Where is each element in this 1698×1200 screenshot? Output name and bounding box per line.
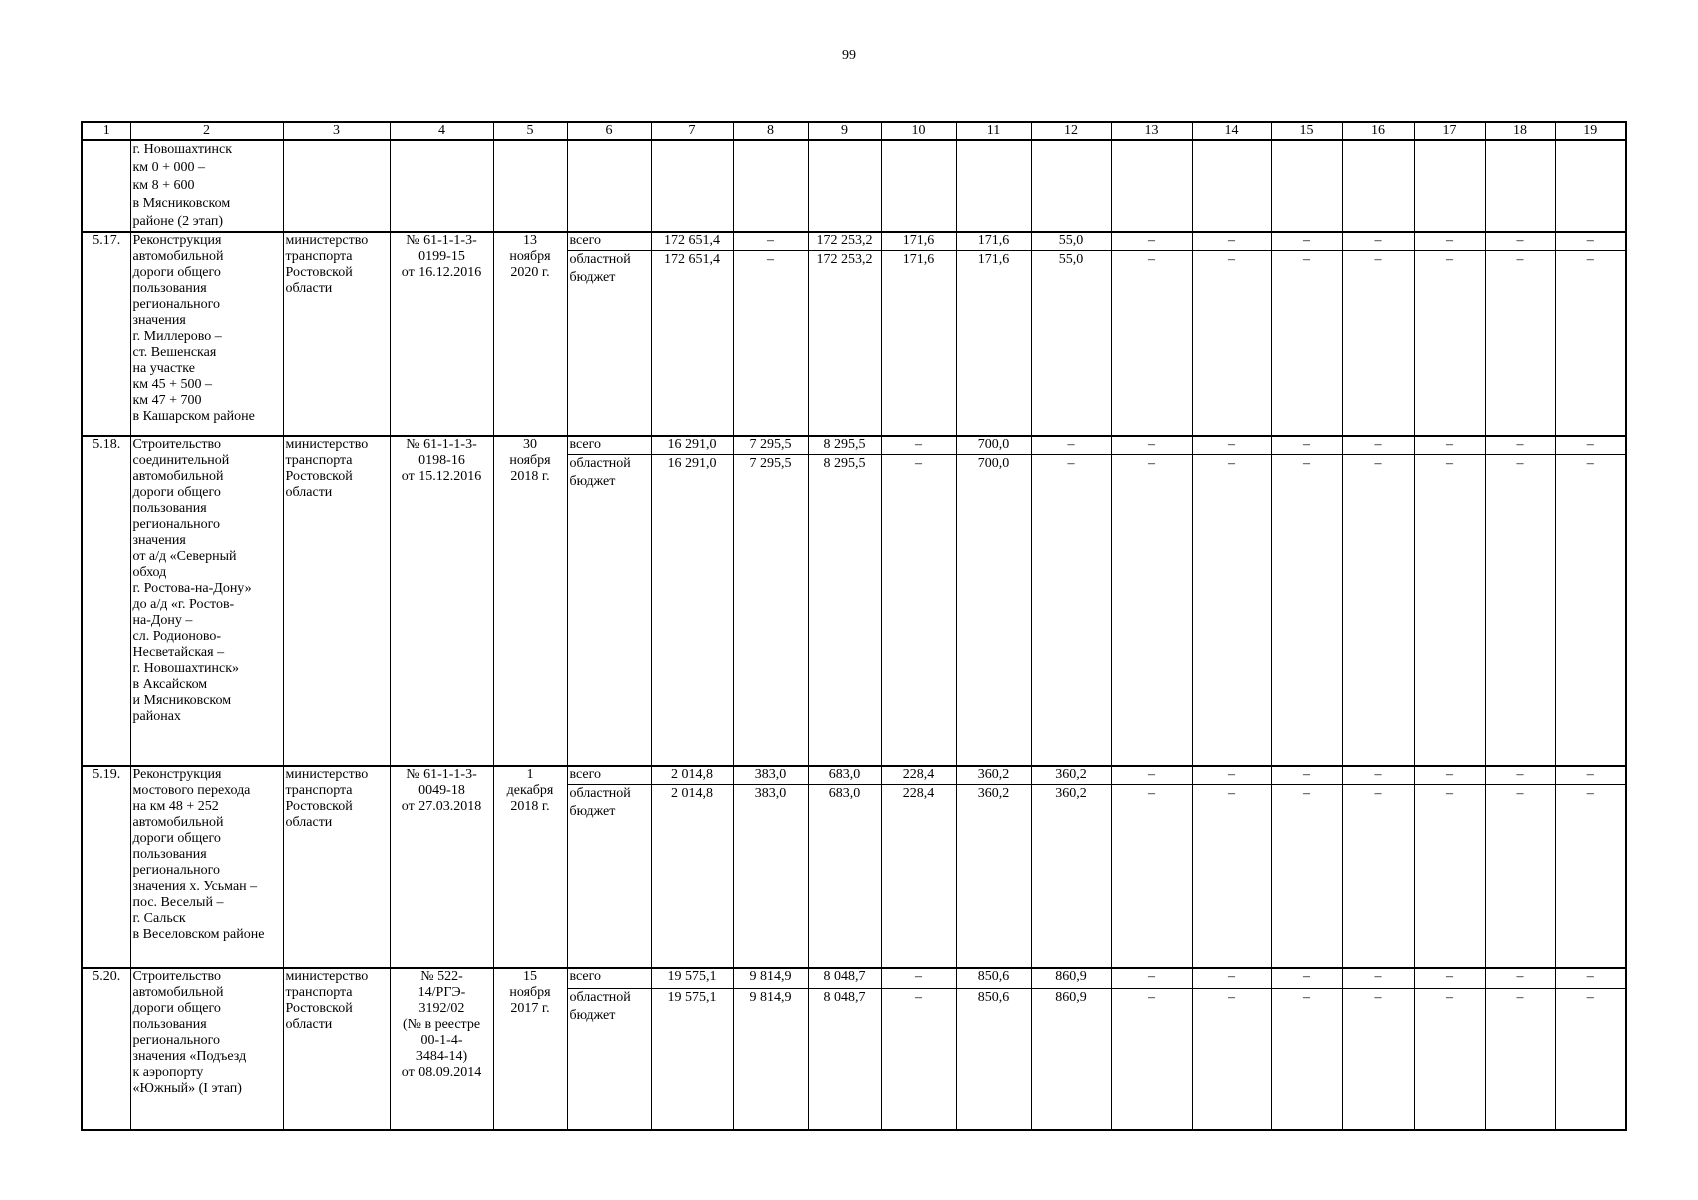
- value-cell: –: [1414, 968, 1485, 988]
- value-cell: –: [1342, 766, 1414, 784]
- column-header: 19: [1555, 122, 1626, 140]
- empty-cell: [493, 140, 567, 232]
- funding-source-cell: всего: [567, 968, 651, 988]
- value-cell: 171,6: [881, 232, 956, 250]
- continuation-row: [82, 140, 1626, 232]
- value-cell: –: [1555, 454, 1626, 766]
- value-cell: 360,2: [1031, 784, 1111, 968]
- table-row-total: [82, 766, 1626, 784]
- value-cell: –: [1031, 454, 1111, 766]
- value-cell: –: [1485, 988, 1555, 1130]
- value-cell: 850,6: [956, 988, 1031, 1130]
- value-cell: –: [1342, 250, 1414, 436]
- value-cell: 850,6: [956, 968, 1031, 988]
- customer-cell: министерство транспорта Ростовской области: [283, 436, 390, 766]
- customer-cell: министерство транспорта Ростовской области: [283, 766, 390, 968]
- value-cell: –: [1111, 436, 1192, 454]
- value-cell: 9 814,9: [733, 988, 808, 1130]
- value-cell: 383,0: [733, 766, 808, 784]
- funding-source-cell: областной бюджет: [567, 784, 651, 968]
- value-cell: 360,2: [956, 766, 1031, 784]
- funding-source-cell: областной бюджет: [567, 988, 651, 1130]
- customer-cell: министерство транспорта Ростовской области: [283, 968, 390, 1130]
- column-header: 15: [1271, 122, 1342, 140]
- header-row: [82, 122, 1626, 140]
- value-cell: –: [1485, 436, 1555, 454]
- value-cell: –: [1414, 454, 1485, 766]
- value-cell: 228,4: [881, 784, 956, 968]
- value-cell: –: [1271, 784, 1342, 968]
- value-cell: 683,0: [808, 766, 881, 784]
- value-cell: 172 253,2: [808, 250, 881, 436]
- column-header: 12: [1031, 122, 1111, 140]
- value-cell: –: [1342, 436, 1414, 454]
- value-cell: –: [1111, 784, 1192, 968]
- value-cell: –: [1271, 436, 1342, 454]
- column-header: 9: [808, 122, 881, 140]
- funding-source-cell: всего: [567, 232, 651, 250]
- value-cell: –: [1485, 784, 1555, 968]
- value-cell: –: [1555, 784, 1626, 968]
- value-cell: 2 014,8: [651, 784, 733, 968]
- funding-source-cell: всего: [567, 766, 651, 784]
- column-header: 4: [390, 122, 493, 140]
- row-number-cell: [82, 140, 130, 232]
- empty-cell: [1111, 140, 1192, 232]
- value-cell: –: [1111, 250, 1192, 436]
- value-cell: –: [1414, 250, 1485, 436]
- page-number: 99: [842, 48, 856, 63]
- value-cell: –: [1555, 250, 1626, 436]
- empty-cell: [808, 140, 881, 232]
- value-cell: 7 295,5: [733, 436, 808, 454]
- value-cell: –: [1111, 968, 1192, 988]
- value-cell: –: [1192, 988, 1271, 1130]
- value-cell: 55,0: [1031, 250, 1111, 436]
- table-body: [82, 122, 1626, 1130]
- column-header: 2: [130, 122, 283, 140]
- value-cell: –: [1111, 232, 1192, 250]
- value-cell: 8 048,7: [808, 968, 881, 988]
- empty-cell: [1555, 140, 1626, 232]
- value-cell: –: [881, 968, 956, 988]
- value-cell: –: [1271, 250, 1342, 436]
- deadline-cell: 1 декабря 2018 г.: [493, 766, 567, 968]
- table-row-total: [82, 968, 1626, 988]
- value-cell: 383,0: [733, 784, 808, 968]
- value-cell: 860,9: [1031, 988, 1111, 1130]
- value-cell: –: [1271, 232, 1342, 250]
- value-cell: –: [1192, 766, 1271, 784]
- column-header: 10: [881, 122, 956, 140]
- document-cell: № 61-1-1-3- 0198-16 от 15.12.2016: [390, 436, 493, 766]
- value-cell: –: [1414, 766, 1485, 784]
- empty-cell: [1485, 140, 1555, 232]
- value-cell: –: [1485, 766, 1555, 784]
- value-cell: –: [1342, 968, 1414, 988]
- value-cell: –: [733, 250, 808, 436]
- value-cell: 172 651,4: [651, 232, 733, 250]
- value-cell: 7 295,5: [733, 454, 808, 766]
- value-cell: –: [1111, 988, 1192, 1130]
- deadline-cell: 30 ноября 2018 г.: [493, 436, 567, 766]
- row-number-cell: 5.18.: [82, 436, 130, 766]
- value-cell: –: [1111, 766, 1192, 784]
- value-cell: –: [1271, 988, 1342, 1130]
- object-name-cell: Реконструкция мостового перехода на км 48 + 252 автомобильной дороги общего пользования регионального значения х. Усьман – пос. Веселый – г. Сальск в Веселовском районе: [130, 766, 283, 968]
- value-cell: 171,6: [956, 250, 1031, 436]
- value-cell: –: [1271, 454, 1342, 766]
- value-cell: 171,6: [956, 232, 1031, 250]
- document-cell: № 522- 14/РГЭ- 3192/02 (№ в реестре 00-1-4- 3484-14) от 08.09.2014: [390, 968, 493, 1130]
- funding-source-cell: всего: [567, 436, 651, 454]
- empty-cell: [1342, 140, 1414, 232]
- column-header: 5: [493, 122, 567, 140]
- table-row-total: [82, 232, 1626, 250]
- column-header: 1: [82, 122, 130, 140]
- row-number-cell: 5.20.: [82, 968, 130, 1130]
- value-cell: –: [1192, 784, 1271, 968]
- value-cell: 8 295,5: [808, 436, 881, 454]
- empty-cell: [1414, 140, 1485, 232]
- value-cell: –: [1192, 436, 1271, 454]
- column-header: 8: [733, 122, 808, 140]
- value-cell: 172 253,2: [808, 232, 881, 250]
- value-cell: 9 814,9: [733, 968, 808, 988]
- value-cell: –: [1031, 436, 1111, 454]
- value-cell: –: [1555, 232, 1626, 250]
- empty-cell: [1271, 140, 1342, 232]
- empty-cell: [881, 140, 956, 232]
- empty-cell: [567, 140, 651, 232]
- value-cell: –: [1555, 988, 1626, 1130]
- value-cell: 171,6: [881, 250, 956, 436]
- value-cell: 8 295,5: [808, 454, 881, 766]
- column-header: 17: [1414, 122, 1485, 140]
- value-cell: –: [1342, 232, 1414, 250]
- row-number-cell: 5.17.: [82, 232, 130, 436]
- object-name-cell: г. Новошахтинск км 0 + 000 – км 8 + 600 в Мясниковском районе (2 этап): [130, 140, 283, 232]
- customer-cell: министерство транспорта Ростовской области: [283, 232, 390, 436]
- value-cell: –: [881, 454, 956, 766]
- value-cell: –: [1414, 232, 1485, 250]
- column-header: 6: [567, 122, 651, 140]
- empty-cell: [390, 140, 493, 232]
- table-row-total: [82, 436, 1626, 454]
- value-cell: –: [1485, 250, 1555, 436]
- value-cell: –: [1555, 968, 1626, 988]
- empty-cell: [1192, 140, 1271, 232]
- value-cell: 228,4: [881, 766, 956, 784]
- value-cell: –: [1414, 436, 1485, 454]
- value-cell: –: [733, 232, 808, 250]
- value-cell: –: [1192, 232, 1271, 250]
- value-cell: 683,0: [808, 784, 881, 968]
- empty-cell: [283, 140, 390, 232]
- column-header: 16: [1342, 122, 1414, 140]
- column-header: 11: [956, 122, 1031, 140]
- object-name-cell: Строительство соединительной автомобильной дороги общего пользования регионального значения от а/д «Северный обход г. Ростова-на-Дону» до а/д «г. Ростов- на-Дону – сл. Родионово- Несветайская – г. Новошахтинск» в Аксайском и Мясниковском районах: [130, 436, 283, 766]
- object-name-cell: Строительство автомобильной дороги общего пользования регионального значения «Подъезд к аэропорту «Южный» (I этап): [130, 968, 283, 1130]
- value-cell: –: [881, 436, 956, 454]
- value-cell: 8 048,7: [808, 988, 881, 1130]
- funding-source-cell: областной бюджет: [567, 454, 651, 766]
- value-cell: –: [1342, 988, 1414, 1130]
- funding-source-cell: областной бюджет: [567, 250, 651, 436]
- column-header: 13: [1111, 122, 1192, 140]
- value-cell: 16 291,0: [651, 436, 733, 454]
- value-cell: –: [1342, 454, 1414, 766]
- value-cell: –: [1414, 988, 1485, 1130]
- value-cell: 172 651,4: [651, 250, 733, 436]
- value-cell: 55,0: [1031, 232, 1111, 250]
- value-cell: –: [1271, 968, 1342, 988]
- empty-cell: [733, 140, 808, 232]
- value-cell: –: [1271, 766, 1342, 784]
- deadline-cell: 13 ноября 2020 г.: [493, 232, 567, 436]
- value-cell: –: [1485, 968, 1555, 988]
- value-cell: –: [1414, 784, 1485, 968]
- document-cell: № 61-1-1-3- 0049-18 от 27.03.2018: [390, 766, 493, 968]
- value-cell: –: [1192, 454, 1271, 766]
- value-cell: 360,2: [956, 784, 1031, 968]
- value-cell: 360,2: [1031, 766, 1111, 784]
- value-cell: –: [1555, 766, 1626, 784]
- value-cell: –: [1111, 454, 1192, 766]
- value-cell: 16 291,0: [651, 454, 733, 766]
- document-cell: № 61-1-1-3- 0199-15 от 16.12.2016: [390, 232, 493, 436]
- object-name-cell: Реконструкция автомобильной дороги общего пользования регионального значения г. Миллерово – ст. Вешенская на участке км 45 + 500 – км 47 + 700 в Кашарском районе: [130, 232, 283, 436]
- empty-cell: [1031, 140, 1111, 232]
- value-cell: –: [1192, 968, 1271, 988]
- value-cell: 19 575,1: [651, 988, 733, 1130]
- value-cell: –: [1485, 232, 1555, 250]
- value-cell: –: [1342, 784, 1414, 968]
- value-cell: 860,9: [1031, 968, 1111, 988]
- value-cell: –: [1485, 454, 1555, 766]
- row-number-cell: 5.19.: [82, 766, 130, 968]
- column-header: 7: [651, 122, 733, 140]
- column-header: 14: [1192, 122, 1271, 140]
- value-cell: 700,0: [956, 436, 1031, 454]
- investment-table: [81, 121, 1627, 1131]
- value-cell: 2 014,8: [651, 766, 733, 784]
- value-cell: 19 575,1: [651, 968, 733, 988]
- value-cell: –: [881, 988, 956, 1130]
- deadline-cell: 15 ноября 2017 г.: [493, 968, 567, 1130]
- column-header: 3: [283, 122, 390, 140]
- value-cell: 700,0: [956, 454, 1031, 766]
- value-cell: –: [1555, 436, 1626, 454]
- empty-cell: [651, 140, 733, 232]
- value-cell: –: [1192, 250, 1271, 436]
- column-header: 18: [1485, 122, 1555, 140]
- empty-cell: [956, 140, 1031, 232]
